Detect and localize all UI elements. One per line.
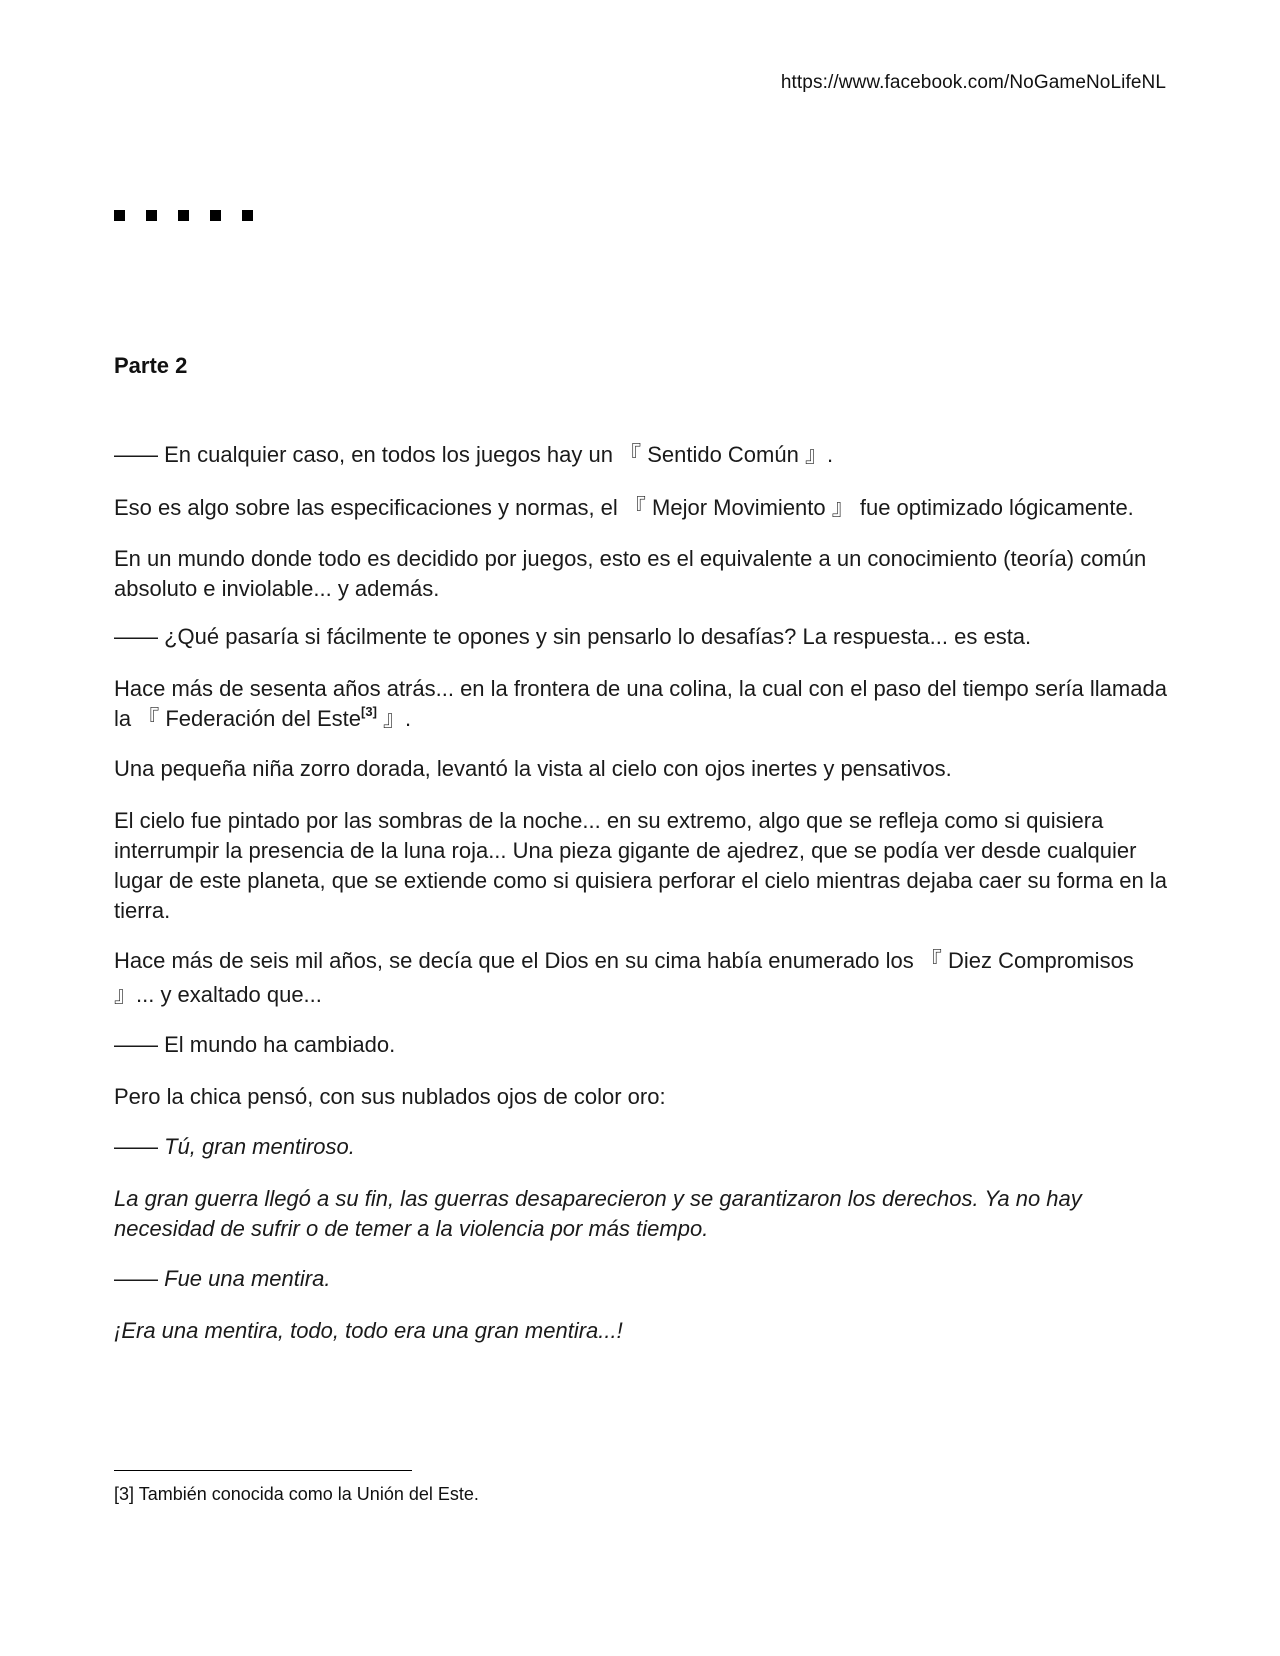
paragraph-text: En un mundo donde todo es decidido por juegos, esto es el equivalente a un conocimiento (teoría) común absoluto e inviolable... y además. (114, 546, 1147, 601)
paragraph (114, 440, 1180, 470)
footnote-divider (114, 1470, 412, 1471)
paragraph (114, 493, 1180, 523)
paragraph-text (114, 1132, 1180, 1162)
paragraph-text (114, 674, 1180, 734)
paragraph (114, 754, 1180, 784)
paragraph (114, 1132, 1180, 1162)
section-title: Parte 2 (114, 353, 188, 378)
paragraph-text: —— ¿Qué pasaría si fácilmente te opones y sin pensarlo lo desafías? La respuesta... es esta. (114, 624, 1032, 649)
separator-square-icon (146, 210, 157, 221)
paragraph-italic-text: Fue una mentira. (164, 1266, 331, 1291)
paragraph (114, 544, 1180, 604)
paragraph (114, 1316, 1180, 1346)
paragraph-text (114, 1264, 1180, 1294)
separator-square-icon (210, 210, 221, 221)
paragraph (114, 806, 1180, 926)
footnote: [3] También conocida como la Unión del Este. (114, 1484, 479, 1504)
paragraph-text: —— En cualquier caso, en todos los juegos hay un 『 Sentido Común 』. (114, 442, 834, 467)
paragraph-text: Pero la chica pensó, con sus nublados ojos de color oro: (114, 1084, 666, 1109)
paragraph-text-part: 』. (376, 706, 412, 731)
paragraph (114, 1264, 1180, 1294)
separator-square-icon (242, 210, 253, 221)
paragraph (114, 622, 1180, 652)
paragraph (114, 1030, 1180, 1060)
paragraph-text-part: Hace más de sesenta años atrás... en la frontera de una colina, la cual con el paso del tiempo sería llamada la 『 Federación del Este (114, 676, 1167, 731)
paragraph-dash: —— (114, 1266, 165, 1291)
paragraph-text: La gran guerra llegó a su fin, las guerras desaparecieron y se garantizaron los derechos. Ya no hay necesidad de sufrir o de temer a la violencia por más tiempo. (114, 1186, 1082, 1241)
paragraph (114, 1082, 1180, 1112)
paragraph (114, 1184, 1180, 1244)
separator-square-icon (178, 210, 189, 221)
paragraph (114, 674, 1180, 734)
paragraph-italic-text: Tú, gran mentiroso. (164, 1134, 355, 1159)
section-separator (114, 210, 253, 221)
paragraph-text: ¡Era una mentira, todo, todo era una gran mentira...! (114, 1318, 623, 1343)
header-url[interactable]: https://www.facebook.com/NoGameNoLifeNL (780, 72, 1166, 93)
paragraph-text: Una pequeña niña zorro dorada, levantó la vista al cielo con ojos inertes y pensativos. (114, 756, 952, 781)
paragraph-text: —— El mundo ha cambiado. (114, 1032, 396, 1057)
paragraph-text: Eso es algo sobre las especificaciones y normas, el 『 Mejor Movimiento 』 fue optimizado lógicamente. (114, 495, 1134, 520)
footnote-reference[interactable]: [3] (361, 704, 377, 719)
separator-square-icon (114, 210, 125, 221)
paragraph-text: Hace más de seis mil años, se decía que el Dios en su cima había enumerado los 『 Diez Compromisos 』... y exaltado que... (114, 948, 1134, 1007)
paragraph (114, 944, 1180, 1012)
paragraph-text: El cielo fue pintado por las sombras de la noche... en su extremo, algo que se refleja como si quisiera interrumpir la presencia de la luna roja... Una pieza gigante de ajedrez, que se podía ver desde cualquier lugar de este planeta, que se extiende como si quisiera perforar el cielo mientras dejaba caer su forma en la tierra. (114, 808, 1167, 923)
paragraph-dash: —— (114, 1134, 165, 1159)
